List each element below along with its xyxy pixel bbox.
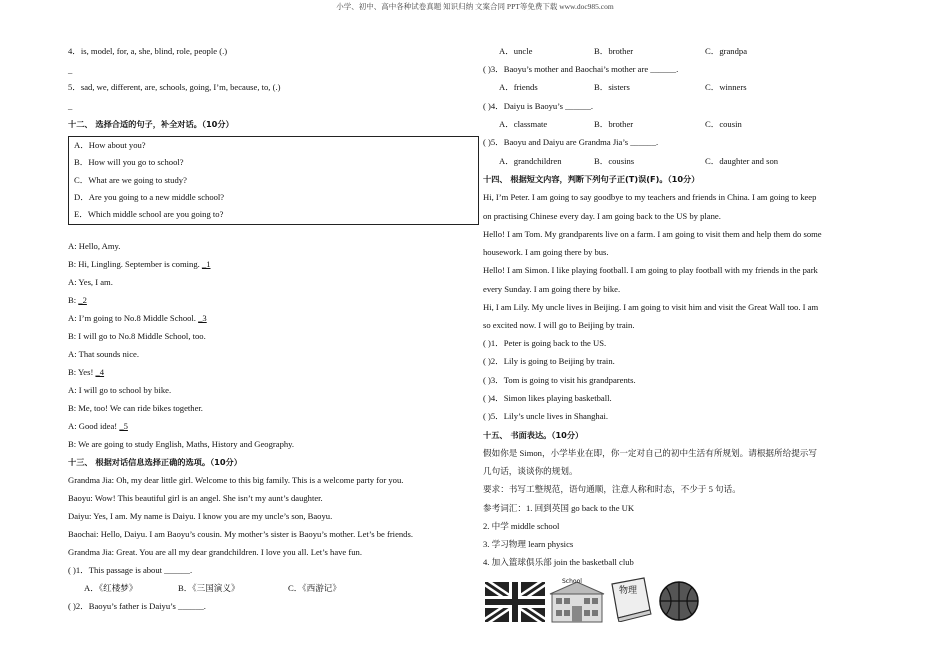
option-a: A．How about you? (74, 140, 146, 150)
dialog-line: B: I will go to No.8 Middle School, too. (68, 331, 206, 341)
section-14-title: 十四、 根据短文内容，判断下列句子正(T)误(F)。（10分） (483, 174, 700, 184)
option-c: C．What are we going to study? (74, 175, 187, 185)
reading-line: Hello! I am Simon. I like playing football. I am going to play football with my friends in the park (483, 265, 818, 275)
section-12-title: 十二、 选择合适的句子，补全对话。（10分） (68, 119, 234, 129)
tf-question-1: ( )1．Peter is going back to the US. (483, 338, 607, 348)
mc-question-1: ( )1．This passage is about ______. (68, 565, 193, 575)
passage-line: Grandma Jia: Oh, my dear little girl. Welcome to this big family. This is a welcome party for you. (68, 475, 404, 485)
dialog-line: A: Hello, Amy. (68, 241, 121, 251)
passage-line: Baoyu: Wow! This beautiful girl is an angel. She isn’t my aunt’s daughter. (68, 493, 323, 503)
passage-line: Daiyu: Yes, I am. My name is Daiyu. I know you are my uncle’s son, Baoyu. (68, 511, 333, 521)
mc-5-option-a: A．grandchildren (499, 156, 562, 166)
dialog-blank-3[interactable]: _3 (198, 313, 207, 323)
passage-line: Grandma Jia: Great. You are all my dear grandchildren. I love you all. Let’s have fun. (68, 547, 363, 557)
mc-1-option-c: C．《西游记》 (288, 583, 341, 593)
mc-3-option-b: B．sisters (594, 82, 630, 92)
dialog-line: B: Yes! _4 (68, 367, 105, 377)
school-icon (546, 578, 608, 624)
option-b: B．How will you go to school? (74, 157, 184, 167)
tf-question-2: ( )2．Lily is going to Beijing by train. (483, 356, 615, 366)
question-5: 5．sad, we, different, are, schools, going, I’m, because, to, (.) (68, 82, 281, 92)
dialog-line: B: Me, too! We can ride bikes together. (68, 403, 203, 413)
mc-question-2: ( )2．Baoyu’s father is Daiyu’s ______. (68, 601, 206, 611)
dialog-line: B: _2 (68, 295, 87, 305)
mc-2-option-a: A．uncle (499, 46, 533, 56)
mc-question-3: ( )3．Baoyu’s mother and Baochai’s mother are ______. (483, 64, 679, 74)
mc-1-option-a: A．《红楼梦》 (84, 583, 138, 593)
writing-line: 要求：书写工整规范，语句通顺，注意人称和时态，不少于 5 句话。 (483, 484, 741, 494)
writing-line: 参考词汇：1. 回到英国 go back to the UK (483, 503, 635, 513)
dialog-blank-4[interactable]: _4 (95, 367, 105, 377)
physics-book-icon (608, 576, 654, 622)
dialog-blank-1[interactable]: _1 (201, 259, 211, 269)
option-e: E．Which middle school are you going to? (74, 209, 224, 219)
school-label: School (562, 578, 582, 585)
basketball-icon (658, 580, 700, 622)
mc-question-5: ( )5．Baoyu and Daiyu are Grandma Jia’s ______. (483, 137, 659, 147)
mc-4-option-c: C．cousin (705, 119, 742, 129)
writing-line: 3. 学习物理 learn physics (483, 539, 574, 549)
question-4: 4．is, model, for, a, she, blind, role, people (.) (68, 46, 228, 56)
mc-1-option-b: B．《三国演义》 (178, 583, 240, 593)
tf-question-5: ( )5．Lily’s uncle lives in Shanghai. (483, 411, 609, 421)
writing-line: 几句话，谈谈你的规划。 (483, 466, 578, 476)
dialog-line: B: Hi, Lingling. September is coming. _1 (68, 259, 211, 269)
dialog-line: A: I’m going to No.8 Middle School. _3 (68, 313, 207, 323)
mc-2-option-c: C．grandpa (705, 46, 748, 56)
mc-5-option-b: B．cousins (594, 156, 635, 166)
answer-blank-5[interactable]: _ (68, 101, 73, 111)
reading-line: Hi, I’m Peter. I am going to say goodbye to my teachers and friends in China. I am going to keep (483, 192, 817, 202)
mc-4-option-a: A．classmate (499, 119, 548, 129)
page-header: 小学、初中、高中各种试卷真题 知识归纳 文案合同 PPT等免费下载 www.doc985.com (336, 2, 614, 11)
reading-line: so excited now. I will go to Beijing by train. (483, 320, 635, 330)
mc-3-option-c: C．winners (705, 82, 747, 92)
dialog-line: A: I will go to school by bike. (68, 385, 172, 395)
dialog-line: A: Yes, I am. (68, 277, 113, 287)
reading-line: every Sunday. I am going there by bike. (483, 284, 621, 294)
tf-question-4: ( )4．Simon likes playing basketball. (483, 393, 612, 403)
writing-line: 假如你是 Simon，小学毕业在即，你一定对自己的初中生活有所规划。请根据所给提示写 (483, 448, 817, 458)
writing-line: 4. 加入篮球俱乐部 join the basketball club (483, 557, 634, 567)
mc-question-4: ( )4．Daiyu is Baoyu’s ______. (483, 101, 594, 111)
tf-question-3: ( )3．Tom is going to visit his grandparents. (483, 375, 636, 385)
writing-line: 2. 中学 middle school (483, 521, 560, 531)
answer-blank-4[interactable]: _ (68, 65, 73, 75)
dialog-blank-5[interactable]: _5 (119, 421, 128, 431)
section-13-title: 十三、 根据对话信息选择正确的选项。（10分） (68, 457, 242, 467)
mc-3-option-a: A．friends (499, 82, 538, 92)
option-d: D．Are you going to a new middle school? (74, 192, 225, 202)
dialog-blank-2[interactable]: _2 (78, 295, 87, 305)
dialog-line: A: That sounds nice. (68, 349, 139, 359)
uk-flag-icon (485, 582, 545, 622)
mc-2-option-b: B．brother (594, 46, 634, 56)
section-15-title: 十五、 书面表达。（10分） (483, 430, 584, 440)
reading-line: housework. I am going there by bus. (483, 247, 609, 257)
book-label: 物理 (619, 586, 638, 596)
mc-5-option-c: C．daughter and son (705, 156, 779, 166)
dialog-line: B: We are going to study English, Maths, History and Geography. (68, 439, 295, 449)
dialog-line: A: Good idea! _5 (68, 421, 128, 431)
reading-line: Hi, I am Lily. My uncle lives in Beijing. I am going to visit him and visit the Great Wall too. I am (483, 302, 819, 312)
options-box (68, 136, 479, 225)
mc-4-option-b: B．brother (594, 119, 634, 129)
passage-line: Baochai: Hello, Daiyu. I am Baoyu’s cousin. My mother’s sister is Baoyu’s mother. Let’s be friends. (68, 529, 413, 539)
reading-line: on practising Chinese every day. I am going back to the US by plane. (483, 211, 721, 221)
reading-line: Hello! I am Tom. My grandparents live on a farm. I am going to visit them and help them do some (483, 229, 822, 239)
